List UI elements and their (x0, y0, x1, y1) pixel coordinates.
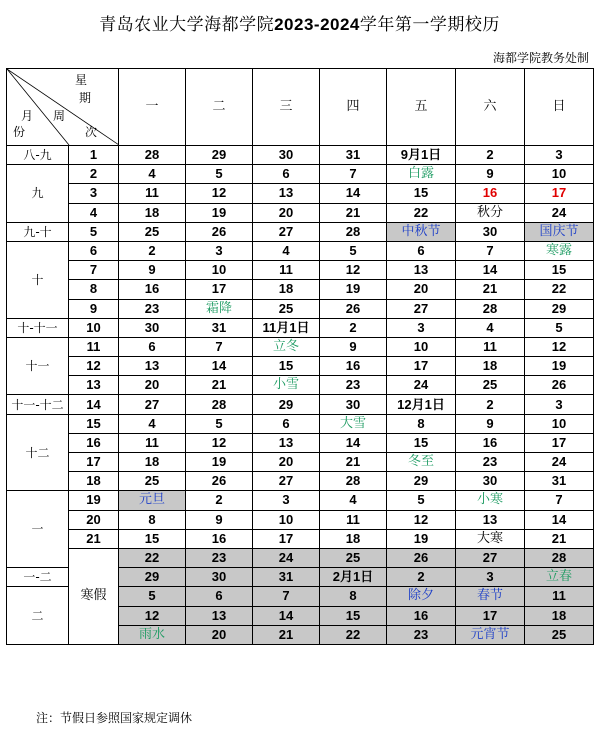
day-cell: 7 (320, 165, 387, 184)
issuing-office: 海都学院教务处制 (492, 51, 589, 65)
day-cell: 17 (525, 184, 594, 203)
week-number-cell: 16 (69, 433, 119, 452)
week-row (7, 318, 594, 337)
day-cell: 5 (119, 587, 186, 606)
day-cell: 2 (456, 395, 525, 414)
day-cell: 29 (387, 472, 456, 491)
month-cell: 二 (7, 587, 69, 645)
day-cell: 5 (387, 491, 456, 510)
day-cell: 15 (119, 529, 186, 548)
day-cell: 大寒 (456, 529, 525, 548)
week-row (7, 261, 594, 280)
day-cell: 3 (456, 568, 525, 587)
day-cell: 28 (186, 395, 253, 414)
day-cell: 24 (387, 376, 456, 395)
day-cell: 霜降 (186, 299, 253, 318)
week-row (7, 222, 594, 241)
month-cell: 十-十一 (7, 318, 69, 337)
week-number-cell: 17 (69, 453, 119, 472)
day-cell: 2月1日 (320, 568, 387, 587)
day-cell: 3 (186, 241, 253, 260)
day-cell: 12 (186, 433, 253, 452)
day-cell: 元旦 (119, 491, 186, 510)
day-cell: 2 (119, 241, 186, 260)
week-number-cell: 14 (69, 395, 119, 414)
day-cell: 16 (320, 357, 387, 376)
day-cell: 27 (253, 222, 320, 241)
day-cell: 2 (186, 491, 253, 510)
day-cell: 25 (119, 222, 186, 241)
corner-label-fen: 份 (13, 125, 26, 139)
day-cell: 21 (186, 376, 253, 395)
day-cell: 16 (186, 529, 253, 548)
corner-label-zhou: 周 (53, 109, 66, 123)
day-cell: 国庆节 (525, 222, 594, 241)
day-cell: 19 (525, 357, 594, 376)
day-cell: 立春 (525, 568, 594, 587)
week-row (7, 433, 594, 452)
month-cell: 一 (7, 491, 69, 568)
week-row (7, 337, 594, 356)
day-cell: 6 (387, 241, 456, 260)
day-cell: 2 (456, 146, 525, 165)
day-cell: 19 (186, 453, 253, 472)
day-cell: 31 (253, 568, 320, 587)
week-row (7, 510, 594, 529)
day-cell: 7 (186, 337, 253, 356)
week-row (7, 241, 594, 260)
week-number-cell: 5 (69, 222, 119, 241)
weekday-header: 一 (119, 69, 186, 146)
day-cell: 29 (186, 146, 253, 165)
week-number-cell: 8 (69, 280, 119, 299)
day-cell: 4 (456, 318, 525, 337)
day-cell: 除夕 (387, 587, 456, 606)
day-cell: 9 (119, 261, 186, 280)
corner-label-qi: 期 (79, 91, 92, 105)
day-cell: 22 (525, 280, 594, 299)
day-cell: 27 (253, 472, 320, 491)
day-cell: 10 (525, 414, 594, 433)
day-cell: 13 (253, 184, 320, 203)
day-cell: 10 (186, 261, 253, 280)
day-cell: 15 (320, 606, 387, 625)
month-cell: 十一-十二 (7, 395, 69, 414)
corner-label-ci: 次 (85, 125, 98, 139)
day-cell: 10 (253, 510, 320, 529)
header-row (7, 69, 594, 146)
day-cell: 25 (456, 376, 525, 395)
day-cell: 小雪 (253, 376, 320, 395)
day-cell: 14 (456, 261, 525, 280)
day-cell: 18 (525, 606, 594, 625)
day-cell: 小寒 (456, 491, 525, 510)
day-cell: 17 (387, 357, 456, 376)
month-cell: 八-九 (7, 146, 69, 165)
day-cell: 20 (186, 625, 253, 644)
day-cell: 6 (253, 165, 320, 184)
day-cell: 6 (119, 337, 186, 356)
day-cell: 17 (253, 529, 320, 548)
day-cell: 17 (186, 280, 253, 299)
day-cell: 10 (525, 165, 594, 184)
day-cell: 11 (525, 587, 594, 606)
day-cell: 28 (119, 146, 186, 165)
weekday-header: 三 (253, 69, 320, 146)
day-cell: 21 (253, 625, 320, 644)
day-cell: 25 (525, 625, 594, 644)
day-cell: 16 (119, 280, 186, 299)
day-cell: 22 (387, 203, 456, 222)
week-number-cell: 6 (69, 241, 119, 260)
day-cell: 19 (320, 280, 387, 299)
corner-label-yue: 月 (21, 109, 34, 123)
day-cell: 4 (253, 241, 320, 260)
day-cell: 15 (253, 357, 320, 376)
week-row (7, 299, 594, 318)
day-cell: 21 (456, 280, 525, 299)
day-cell: 19 (387, 529, 456, 548)
week-row (7, 453, 594, 472)
day-cell: 9 (320, 337, 387, 356)
day-cell: 12月1日 (387, 395, 456, 414)
day-cell: 20 (253, 453, 320, 472)
corner-header (7, 69, 119, 146)
weekday-header: 六 (456, 69, 525, 146)
week-number-cell: 13 (69, 376, 119, 395)
week-number-cell: 11 (69, 337, 119, 356)
day-cell: 4 (320, 491, 387, 510)
day-cell: 24 (253, 548, 320, 567)
day-cell: 4 (119, 165, 186, 184)
day-cell: 10 (387, 337, 456, 356)
day-cell: 13 (186, 606, 253, 625)
day-cell: 30 (253, 146, 320, 165)
day-cell: 12 (387, 510, 456, 529)
month-cell: 十二 (7, 414, 69, 491)
day-cell: 24 (525, 453, 594, 472)
day-cell: 5 (320, 241, 387, 260)
day-cell: 3 (387, 318, 456, 337)
day-cell: 立冬 (253, 337, 320, 356)
day-cell: 23 (387, 625, 456, 644)
day-cell: 30 (320, 395, 387, 414)
day-cell: 18 (119, 453, 186, 472)
week-number-cell: 10 (69, 318, 119, 337)
week-number-cell: 1 (69, 146, 119, 165)
week-row (7, 491, 594, 510)
day-cell: 18 (456, 357, 525, 376)
day-cell: 元宵节 (456, 625, 525, 644)
week-row (7, 472, 594, 491)
day-cell: 28 (320, 472, 387, 491)
day-cell: 13 (387, 261, 456, 280)
day-cell: 23 (456, 453, 525, 472)
day-cell: 13 (456, 510, 525, 529)
day-cell: 5 (186, 414, 253, 433)
day-cell: 11 (119, 184, 186, 203)
day-cell: 18 (320, 529, 387, 548)
day-cell: 大雪 (320, 414, 387, 433)
week-number-cell: 4 (69, 203, 119, 222)
day-cell: 9 (456, 165, 525, 184)
day-cell: 22 (119, 548, 186, 567)
day-cell: 15 (525, 261, 594, 280)
day-cell: 20 (253, 203, 320, 222)
day-cell: 24 (525, 203, 594, 222)
day-cell: 14 (525, 510, 594, 529)
day-cell: 4 (119, 414, 186, 433)
week-number-cell: 20 (69, 510, 119, 529)
day-cell: 11 (119, 433, 186, 452)
week-number-cell: 18 (69, 472, 119, 491)
day-cell: 2 (387, 568, 456, 587)
day-cell: 15 (387, 433, 456, 452)
day-cell: 11 (456, 337, 525, 356)
day-cell: 6 (253, 414, 320, 433)
day-cell: 25 (119, 472, 186, 491)
day-cell: 14 (320, 433, 387, 452)
day-cell: 30 (186, 568, 253, 587)
day-cell: 7 (253, 587, 320, 606)
day-cell: 16 (456, 184, 525, 203)
day-cell: 28 (320, 222, 387, 241)
day-cell: 12 (119, 606, 186, 625)
day-cell: 冬至 (387, 453, 456, 472)
week-number-cell: 2 (69, 165, 119, 184)
week-row (7, 280, 594, 299)
day-cell: 白露 (387, 165, 456, 184)
title-term: 学年第一学期校历 (359, 15, 500, 35)
day-cell: 雨水 (119, 625, 186, 644)
page-title (0, 10, 599, 35)
week-row (7, 203, 594, 222)
weekday-header: 二 (186, 69, 253, 146)
day-cell: 15 (387, 184, 456, 203)
month-cell: 九-十 (7, 222, 69, 241)
day-cell: 春节 (456, 587, 525, 606)
day-cell: 29 (253, 395, 320, 414)
day-cell: 7 (456, 241, 525, 260)
corner-label-xing: 星 (75, 73, 88, 87)
title-school: 青岛农业大学海都学院 (99, 15, 275, 35)
day-cell: 12 (525, 337, 594, 356)
day-cell: 9 (186, 510, 253, 529)
day-cell: 18 (119, 203, 186, 222)
day-cell: 8 (320, 587, 387, 606)
weekday-header: 五 (387, 69, 456, 146)
week-row (7, 376, 594, 395)
day-cell: 21 (525, 529, 594, 548)
day-cell: 11月1日 (253, 318, 320, 337)
day-cell: 27 (119, 395, 186, 414)
day-cell: 8 (119, 510, 186, 529)
week-number-cell: 15 (69, 414, 119, 433)
day-cell: 17 (456, 606, 525, 625)
day-cell: 14 (186, 357, 253, 376)
week-number-cell: 7 (69, 261, 119, 280)
day-cell: 31 (525, 472, 594, 491)
week-row (7, 146, 594, 165)
winter-vacation-cell: 寒假 (69, 548, 119, 644)
footnote: 注：节假日参照国家规定调休 (36, 711, 193, 725)
day-cell: 3 (525, 395, 594, 414)
day-cell: 13 (253, 433, 320, 452)
day-cell: 19 (186, 203, 253, 222)
day-cell: 21 (320, 453, 387, 472)
week-row (7, 395, 594, 414)
day-cell: 26 (186, 472, 253, 491)
week-number-cell: 19 (69, 491, 119, 510)
month-cell: 十 (7, 241, 69, 318)
day-cell: 23 (320, 376, 387, 395)
day-cell: 12 (186, 184, 253, 203)
day-cell: 14 (253, 606, 320, 625)
day-cell: 2 (320, 318, 387, 337)
month-cell: 九 (7, 165, 69, 223)
weekday-header: 四 (320, 69, 387, 146)
day-cell: 28 (525, 548, 594, 567)
day-cell: 30 (456, 222, 525, 241)
day-cell: 11 (253, 261, 320, 280)
day-cell: 9 (456, 414, 525, 433)
week-number-cell: 3 (69, 184, 119, 203)
day-cell: 31 (186, 318, 253, 337)
week-row (7, 184, 594, 203)
day-cell: 31 (320, 146, 387, 165)
weekday-header: 日 (525, 69, 594, 146)
day-cell: 寒露 (525, 241, 594, 260)
day-cell: 12 (320, 261, 387, 280)
day-cell: 16 (387, 606, 456, 625)
day-cell: 21 (320, 203, 387, 222)
month-cell: 一-二 (7, 568, 69, 587)
day-cell: 14 (320, 184, 387, 203)
title-year: 2023-2024 (274, 15, 360, 34)
week-number-cell: 9 (69, 299, 119, 318)
school-calendar-table (6, 68, 594, 645)
week-row (7, 414, 594, 433)
day-cell: 20 (119, 376, 186, 395)
day-cell: 5 (525, 318, 594, 337)
day-cell: 29 (525, 299, 594, 318)
day-cell: 18 (253, 280, 320, 299)
day-cell: 25 (320, 548, 387, 567)
day-cell: 秋分 (456, 203, 525, 222)
week-row (7, 357, 594, 376)
day-cell: 3 (253, 491, 320, 510)
day-cell: 6 (186, 587, 253, 606)
day-cell: 22 (320, 625, 387, 644)
week-row (7, 165, 594, 184)
day-cell: 27 (456, 548, 525, 567)
day-cell: 25 (253, 299, 320, 318)
week-row (7, 548, 594, 567)
day-cell: 26 (320, 299, 387, 318)
week-row (7, 529, 594, 548)
day-cell: 30 (119, 318, 186, 337)
month-cell: 十一 (7, 337, 69, 395)
day-cell: 20 (387, 280, 456, 299)
day-cell: 28 (456, 299, 525, 318)
day-cell: 27 (387, 299, 456, 318)
day-cell: 23 (119, 299, 186, 318)
day-cell: 中秋节 (387, 222, 456, 241)
day-cell: 3 (525, 146, 594, 165)
week-number-cell: 21 (69, 529, 119, 548)
day-cell: 30 (456, 472, 525, 491)
day-cell: 26 (387, 548, 456, 567)
day-cell: 9月1日 (387, 146, 456, 165)
day-cell: 17 (525, 433, 594, 452)
day-cell: 23 (186, 548, 253, 567)
day-cell: 5 (186, 165, 253, 184)
day-cell: 7 (525, 491, 594, 510)
day-cell: 13 (119, 357, 186, 376)
day-cell: 8 (387, 414, 456, 433)
day-cell: 11 (320, 510, 387, 529)
day-cell: 26 (525, 376, 594, 395)
day-cell: 29 (119, 568, 186, 587)
day-cell: 16 (456, 433, 525, 452)
week-number-cell: 12 (69, 357, 119, 376)
day-cell: 26 (186, 222, 253, 241)
